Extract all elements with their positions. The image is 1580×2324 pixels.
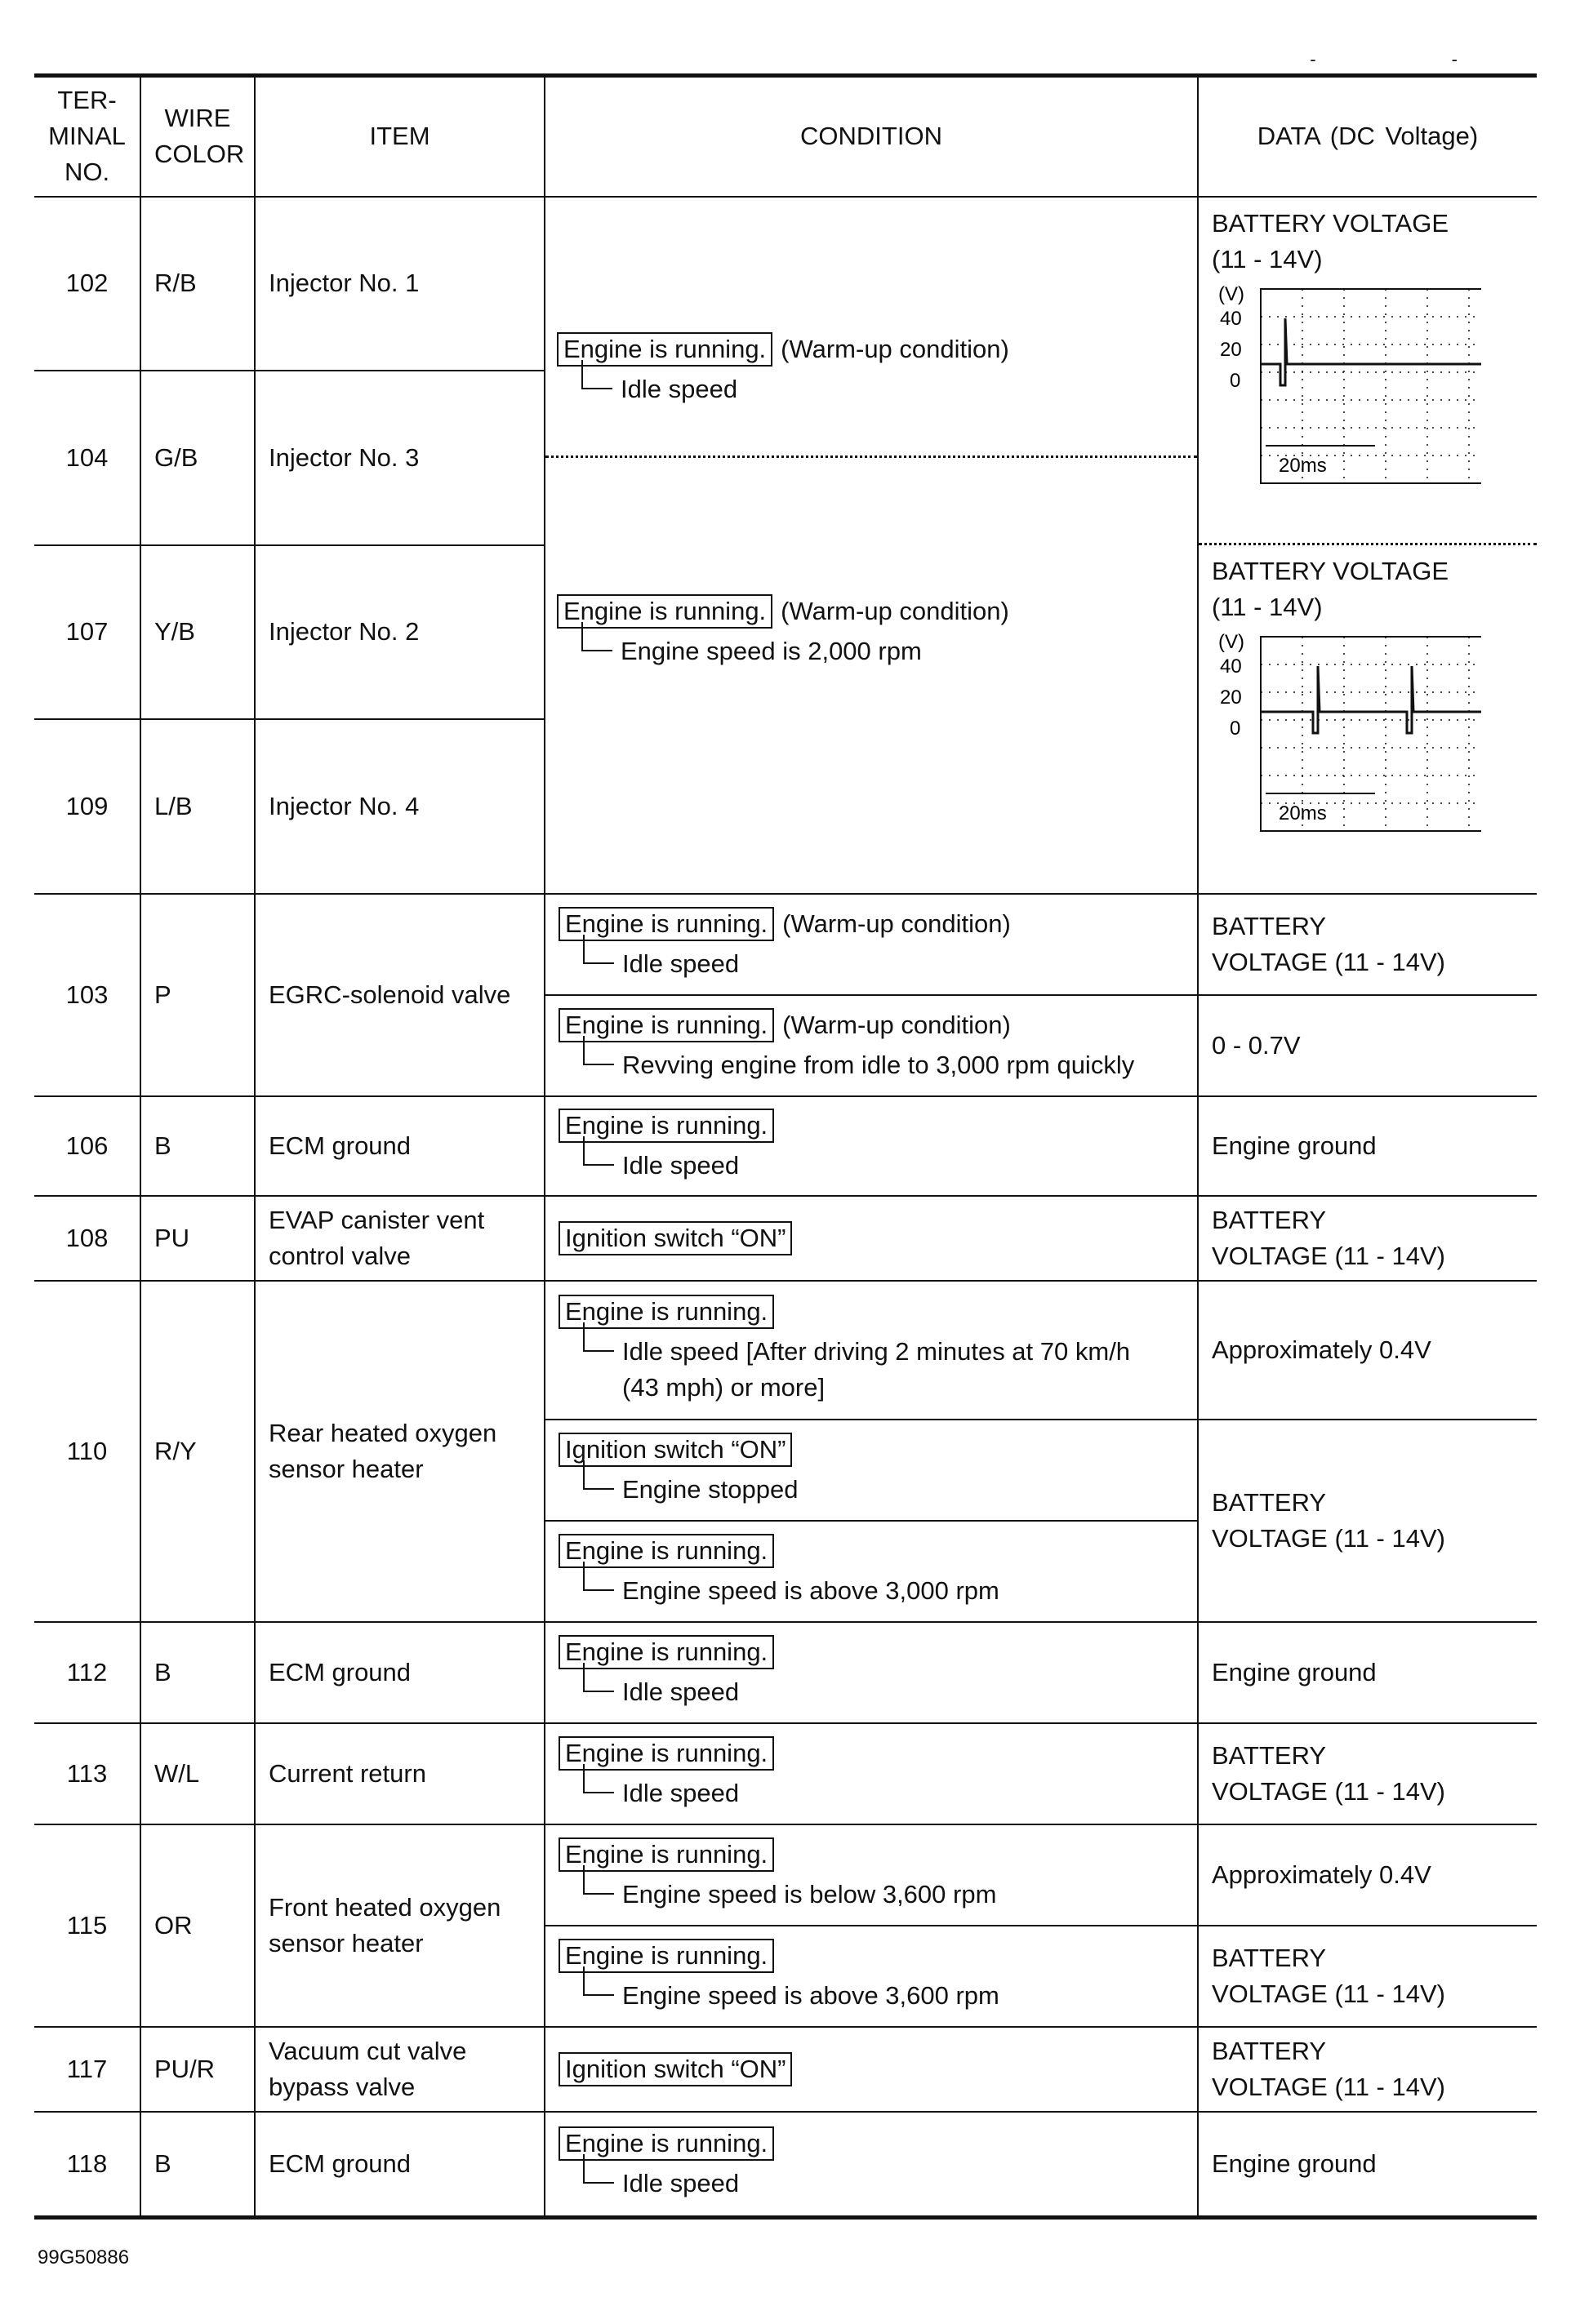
table-row	[34, 2112, 1537, 2218]
data-value: BATTERY VOLTAGE (11 - 14V)	[1198, 1196, 1537, 1281]
item-name: Rear heated oxygen sensor heater	[255, 1281, 545, 1622]
condition-state-box: Engine is running.	[559, 1635, 774, 1669]
condition-cell	[545, 2027, 1198, 2112]
condition-sub: Idle speed	[559, 946, 1184, 982]
wire-color: G/B	[140, 371, 255, 545]
terminal-number: 110	[34, 1281, 140, 1622]
condition-cell	[545, 894, 1198, 995]
wire-color: B	[140, 1622, 255, 1723]
terminal-number: 113	[34, 1723, 140, 1824]
wave-tick-label: 20	[1220, 338, 1242, 361]
terminal-number: 117	[34, 2027, 140, 2112]
data-value: BATTERY VOLTAGE (11 - 14V)	[1198, 1420, 1537, 1622]
data-value: Engine ground	[1198, 1096, 1537, 1196]
condition-sub: Revving engine from idle to 3,000 rpm quickly	[559, 1047, 1184, 1083]
page-edge-marks: - -	[1310, 49, 1523, 69]
header-condition: CONDITION	[545, 76, 1198, 197]
table-row	[34, 1281, 1537, 1420]
wave-tick-label: 40	[1220, 307, 1242, 330]
condition-note: (Warm-up condition)	[781, 335, 1009, 363]
header-data: DATA (DC Voltage)	[1198, 76, 1537, 197]
data-value: BATTERY VOLTAGE (11 - 14V)	[1212, 556, 1449, 621]
injector-data-cell	[1198, 197, 1537, 894]
injector-condition-cell	[545, 197, 1198, 894]
wire-color: B	[140, 1096, 255, 1196]
condition-state-box: Engine is running.	[559, 2126, 774, 2161]
item-name: Injector No. 1	[255, 197, 545, 371]
item-name: Injector No. 3	[255, 371, 545, 545]
item-name: Injector No. 2	[255, 545, 545, 720]
wire-color: P	[140, 894, 255, 1096]
condition-sub: Idle speed [After driving 2 minutes at 70 km/h (43 mph) or more]	[559, 1334, 1184, 1406]
item-name: Current return	[255, 1723, 545, 1824]
condition-note: (Warm-up condition)	[782, 1010, 1011, 1039]
wave-timebase-label: 20ms	[1279, 802, 1327, 824]
wave-unit-label: (V)	[1218, 282, 1244, 305]
data-value: BATTERY VOLTAGE (11 - 14V)	[1198, 2027, 1537, 2112]
item-name: ECM ground	[255, 2112, 545, 2218]
condition-idle	[545, 284, 1197, 458]
item-name: Injector No. 4	[255, 719, 545, 894]
data-value: BATTERY VOLTAGE (11 - 14V)	[1198, 894, 1537, 995]
condition-cell	[545, 1521, 1198, 1622]
terminal-number: 103	[34, 894, 140, 1096]
wave-timebase-label: 20ms	[1279, 454, 1327, 477]
header-wire-color: WIRE COLOR	[140, 76, 255, 197]
condition-sub: Idle speed	[559, 1775, 1184, 1811]
condition-cell	[545, 1622, 1198, 1723]
wire-color: PU/R	[140, 2027, 255, 2112]
condition-sub: Idle speed	[557, 371, 1186, 407]
table-row	[34, 1096, 1537, 1196]
item-name: Front heated oxygen sensor heater	[255, 1824, 545, 2027]
condition-state-box: Engine is running.	[559, 907, 774, 941]
terminal-number: 107	[34, 545, 140, 720]
table-row	[34, 1622, 1537, 1723]
condition-cell	[545, 1281, 1198, 1420]
condition-state-box: Engine is running.	[559, 1534, 774, 1568]
condition-note: (Warm-up condition)	[782, 909, 1011, 938]
item-name: Vacuum cut valve bypass valve	[255, 2027, 545, 2112]
condition-state-box: Ignition switch “ON”	[559, 2052, 792, 2086]
data-value: Approximately 0.4V	[1198, 1824, 1537, 1926]
condition-cell	[545, 995, 1198, 1096]
condition-sub: Engine speed is below 3,600 rpm	[559, 1877, 1184, 1913]
item-name: EGRC-solenoid valve	[255, 894, 545, 1096]
data-value: BATTERY VOLTAGE (11 - 14V)	[1212, 208, 1449, 273]
wire-color: OR	[140, 1824, 255, 2027]
table-row	[34, 1824, 1537, 1926]
data-value: Approximately 0.4V	[1198, 1281, 1537, 1420]
wave-tick-label: 0	[1230, 369, 1241, 392]
condition-state-box: Ignition switch “ON”	[559, 1433, 792, 1467]
condition-sub: Engine speed is above 3,000 rpm	[559, 1573, 1184, 1609]
wire-color: R/B	[140, 197, 255, 371]
injector-signal-trace	[1261, 318, 1481, 385]
condition-cell	[545, 1420, 1198, 1521]
data-value: Engine ground	[1198, 1622, 1537, 1723]
wave-tick-label: 40	[1220, 655, 1242, 678]
wire-color: B	[140, 2112, 255, 2218]
terminal-number: 102	[34, 197, 140, 371]
condition-state-box: Engine is running.	[559, 1109, 774, 1143]
terminal-number: 106	[34, 1096, 140, 1196]
condition-cell	[545, 2112, 1198, 2218]
condition-sub: Engine speed is 2,000 rpm	[557, 633, 1186, 669]
table-row	[34, 2027, 1537, 2112]
wave-tick-label: 20	[1220, 686, 1242, 709]
data-value: Engine ground	[1198, 2112, 1537, 2218]
ecm-terminal-table	[34, 73, 1537, 2220]
condition-cell	[545, 1926, 1198, 2027]
data-value: 0 - 0.7V	[1198, 995, 1537, 1096]
wire-color: R/Y	[140, 1281, 255, 1622]
terminal-number: 118	[34, 2112, 140, 2218]
condition-cell	[545, 1824, 1198, 1926]
condition-state-box: Ignition switch “ON”	[559, 1221, 792, 1255]
condition-state-box: Engine is running.	[559, 1295, 774, 1329]
item-name: ECM ground	[255, 1096, 545, 1196]
data-idle	[1199, 198, 1537, 545]
wire-color: Y/B	[140, 545, 255, 720]
condition-sub: Idle speed	[559, 1148, 1184, 1184]
wire-color: W/L	[140, 1723, 255, 1824]
terminal-number: 115	[34, 1824, 140, 2027]
terminal-number: 109	[34, 719, 140, 894]
condition-state-box: Engine is running.	[557, 332, 772, 367]
condition-cell	[545, 1196, 1198, 1281]
table-row	[34, 894, 1537, 995]
condition-state-box: Engine is running.	[559, 1837, 774, 1872]
data-value: BATTERY VOLTAGE (11 - 14V)	[1198, 1926, 1537, 2027]
figure-code: 99G50886	[38, 2246, 130, 2268]
item-name: ECM ground	[255, 1622, 545, 1723]
condition-state-box: Engine is running.	[559, 1939, 774, 1973]
terminal-number: 108	[34, 1196, 140, 1281]
terminal-number: 112	[34, 1622, 140, 1723]
wire-color: PU	[140, 1196, 255, 1281]
condition-state-box: Engine is running.	[557, 594, 772, 629]
condition-sub: Engine stopped	[559, 1472, 1184, 1508]
condition-state-box: Engine is running.	[559, 1736, 774, 1771]
header-terminal: TER- MINAL NO.	[34, 76, 140, 197]
injector-waveform-idle	[1212, 282, 1481, 487]
condition-2000rpm	[545, 458, 1197, 806]
injector-signal-trace	[1261, 666, 1481, 733]
terminal-number: 104	[34, 371, 140, 545]
condition-state-box: Engine is running.	[559, 1008, 774, 1042]
condition-sub: Engine speed is above 3,600 rpm	[559, 1978, 1184, 2014]
condition-sub: Idle speed	[559, 1674, 1184, 1710]
table-row	[34, 1196, 1537, 1281]
table-header-row	[34, 76, 1537, 197]
data-value: BATTERY VOLTAGE (11 - 14V)	[1198, 1723, 1537, 1824]
table-row	[34, 197, 1537, 371]
injector-waveform-2000rpm	[1212, 630, 1481, 834]
table-row	[34, 1723, 1537, 1824]
condition-note: (Warm-up condition)	[781, 597, 1009, 625]
condition-cell	[545, 1723, 1198, 1824]
data-2000rpm	[1199, 545, 1537, 893]
condition-sub: Idle speed	[559, 2166, 1184, 2202]
wave-tick-label: 0	[1230, 717, 1241, 740]
terminal-reference-document	[34, 73, 1537, 2220]
wave-unit-label: (V)	[1218, 630, 1244, 653]
condition-cell	[545, 1096, 1198, 1196]
wire-color: L/B	[140, 719, 255, 894]
item-name: EVAP canister vent control valve	[255, 1196, 545, 1281]
header-item: ITEM	[255, 76, 545, 197]
